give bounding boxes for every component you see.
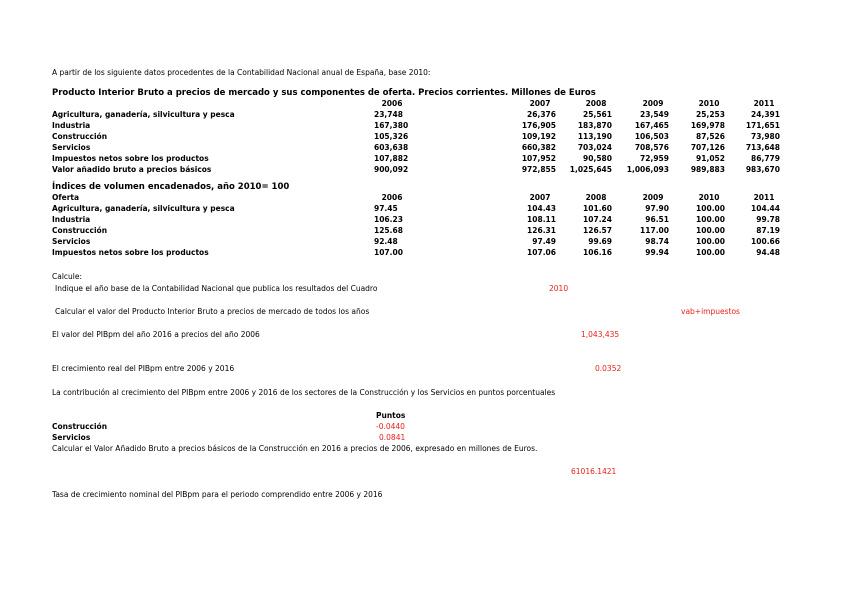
t1-cell[interactable]: 900,092	[374, 165, 409, 174]
t2-row-label: Impuestos netos sobre los productos	[52, 248, 209, 257]
q4-answer[interactable]: 0.0352	[595, 364, 622, 373]
t1-row-label: Industria	[52, 121, 91, 130]
t2-cell[interactable]: 97.90	[645, 204, 669, 213]
t1-cell[interactable]: 24,391	[751, 110, 780, 119]
t1-cell[interactable]: 90,580	[583, 154, 612, 163]
t2-cell[interactable]: 106.23	[374, 215, 403, 224]
t1-year-2011: 2011	[753, 99, 775, 108]
t1-row-label: Servicios	[52, 143, 91, 152]
q4-text: El crecimiento real del PIBpm entre 2006 y 2016	[52, 364, 235, 373]
t1-cell[interactable]: 713,648	[745, 143, 780, 152]
t1-cell[interactable]: 23,748	[374, 110, 403, 119]
t1-year-2009: 2009	[642, 99, 664, 108]
t2-cell[interactable]: 126.57	[583, 226, 612, 235]
t1-year-2010: 2010	[698, 99, 720, 108]
q6-answer[interactable]: 61016.1421	[571, 467, 617, 476]
t2-cell[interactable]: 87.19	[756, 226, 780, 235]
t2-cell[interactable]: 99.78	[756, 215, 780, 224]
t2-cell[interactable]: 104.43	[527, 204, 556, 213]
q7-text: Tasa de crecimiento nominal del PIBpm para el periodo comprendido entre 2006 y 2016	[52, 490, 383, 499]
t1-cell[interactable]: 703,024	[577, 143, 612, 152]
t1-cell[interactable]: 183,870	[577, 121, 612, 130]
t2-cell[interactable]: 100.00	[696, 237, 725, 246]
t2-year-2006: 2006	[381, 193, 403, 202]
t2-year-2009: 2009	[642, 193, 664, 202]
t1-cell[interactable]: 72,959	[640, 154, 669, 163]
t2-year-2010: 2010	[698, 193, 720, 202]
t1-cell[interactable]: 25,561	[583, 110, 612, 119]
t1-row-label: Construcción	[52, 132, 108, 141]
t2-cell[interactable]: 126.31	[527, 226, 556, 235]
t1-year-2008: 2008	[585, 99, 607, 108]
t2-cell[interactable]: 107.06	[527, 248, 556, 257]
t1-cell[interactable]: 603,638	[374, 143, 409, 152]
t1-cell[interactable]: 167,380	[374, 121, 409, 130]
t2-cell[interactable]: 117.00	[640, 226, 669, 235]
t1-cell[interactable]: 109,192	[521, 132, 556, 141]
t1-cell[interactable]: 176,905	[521, 121, 556, 130]
t2-cell[interactable]: 107.24	[583, 215, 612, 224]
q2-text: Calcular el valor del Producto Interior Bruto a precios de mercado de todos los años	[55, 307, 370, 316]
t2-row-label: Servicios	[52, 237, 91, 246]
t2-cell[interactable]: 96.51	[645, 215, 669, 224]
t2-cell[interactable]: 97.49	[532, 237, 556, 246]
t2-cell[interactable]: 99.69	[588, 237, 612, 246]
t1-row-label: Valor añadido bruto a precios básicos	[52, 165, 212, 174]
t2-cell[interactable]: 104.44	[751, 204, 780, 213]
t1-cell[interactable]: 106,503	[634, 132, 669, 141]
table2-subtitle: Oferta	[52, 193, 80, 202]
q5-row-construccion-label: Construcción	[52, 422, 108, 431]
t2-cell[interactable]: 108.11	[527, 215, 556, 224]
t2-cell[interactable]: 100.00	[696, 226, 725, 235]
t1-cell[interactable]: 113,190	[577, 132, 612, 141]
t2-cell[interactable]: 98.74	[645, 237, 669, 246]
table2-title: Índices de volumen encadenados, año 2010= 100	[52, 182, 290, 192]
t2-cell[interactable]: 94.48	[756, 248, 780, 257]
t1-cell[interactable]: 972,855	[521, 165, 556, 174]
t1-cell[interactable]: 23,549	[640, 110, 669, 119]
q1-text: Indique el año base de la Contabilidad Nacional que publica los resultados del Cuadro	[55, 284, 378, 293]
table1-title: Producto Interior Bruto a precios de mercado y sus componentes de oferta. Precios corrientes. Millones de Euros	[52, 88, 596, 98]
q6-text: Calcular el Valor Añadido Bruto a precios básicos de la Construcción en 2016 a precios de 2006, expresado en millones de Euros.	[52, 444, 538, 453]
t2-year-2011: 2011	[753, 193, 775, 202]
calcule-label: Calcule:	[52, 272, 83, 281]
t1-cell[interactable]: 91,052	[696, 154, 725, 163]
t1-cell[interactable]: 989,883	[690, 165, 725, 174]
t1-cell[interactable]: 26,376	[527, 110, 556, 119]
q5-row-construccion-value[interactable]: -0.0440	[376, 422, 405, 431]
q2-answer[interactable]: vab+impuestos	[681, 307, 740, 316]
t1-cell[interactable]: 73,980	[751, 132, 780, 141]
t1-year-2007: 2007	[529, 99, 551, 108]
q1-answer[interactable]: 2010	[549, 284, 569, 293]
t1-cell[interactable]: 708,576	[634, 143, 669, 152]
t2-cell[interactable]: 99.94	[645, 248, 669, 257]
t1-cell[interactable]: 25,253	[696, 110, 725, 119]
t1-row-label: Impuestos netos sobre los productos	[52, 154, 209, 163]
t2-row-label: Construcción	[52, 226, 108, 235]
t1-row-label: Agricultura, ganadería, silvicultura y pesca	[52, 110, 235, 119]
q3-text: El valor del PIBpm del año 2016 a precios del año 2006	[52, 330, 260, 339]
t1-cell[interactable]: 707,126	[690, 143, 725, 152]
t2-cell[interactable]: 107.00	[374, 248, 403, 257]
q5-header: Puntos	[376, 411, 406, 420]
t2-cell[interactable]: 92.48	[374, 237, 398, 246]
t1-cell[interactable]: 171,651	[745, 121, 780, 130]
t1-cell[interactable]: 983,670	[745, 165, 780, 174]
t1-cell[interactable]: 86,779	[751, 154, 780, 163]
t1-cell[interactable]: 87,526	[696, 132, 725, 141]
q5-text: La contribución al crecimiento del PIBpm entre 2006 y 2016 de los sectores de la Construcción y los Servicios en puntos porcentuales	[52, 388, 556, 397]
t2-cell[interactable]: 101.60	[583, 204, 612, 213]
t1-cell[interactable]: 107,882	[374, 154, 409, 163]
t2-cell[interactable]: 100.00	[696, 248, 725, 257]
t1-cell[interactable]: 167,465	[634, 121, 669, 130]
t2-cell[interactable]: 100.00	[696, 215, 725, 224]
t1-cell[interactable]: 169,978	[690, 121, 725, 130]
t2-cell[interactable]: 100.66	[751, 237, 780, 246]
t2-cell[interactable]: 106.16	[583, 248, 612, 257]
t2-year-2007: 2007	[529, 193, 551, 202]
t2-row-label: Agricultura, ganadería, silvicultura y pesca	[52, 204, 235, 213]
t1-cell[interactable]: 105,326	[374, 132, 409, 141]
t1-cell[interactable]: 107,952	[521, 154, 556, 163]
t1-year-2006: 2006	[381, 99, 403, 108]
t2-cell[interactable]: 100.00	[696, 204, 725, 213]
t2-cell[interactable]: 97.45	[374, 204, 398, 213]
t1-cell[interactable]: 660,382	[521, 143, 556, 152]
q5-row-servicios-label: Servicios	[52, 433, 91, 442]
q3-answer[interactable]: 1,043,435	[581, 330, 620, 339]
t1-cell[interactable]: 1,025,645	[569, 165, 612, 174]
t2-cell[interactable]: 125.68	[374, 226, 403, 235]
t1-cell[interactable]: 1,006,093	[626, 165, 669, 174]
q5-row-servicios-value[interactable]: 0.0841	[379, 433, 406, 442]
intro-text: A partir de los siguiente datos procedentes de la Contabilidad Nacional anual de España, base 2010:	[52, 68, 431, 77]
t2-year-2008: 2008	[585, 193, 607, 202]
t2-row-label: Industria	[52, 215, 91, 224]
